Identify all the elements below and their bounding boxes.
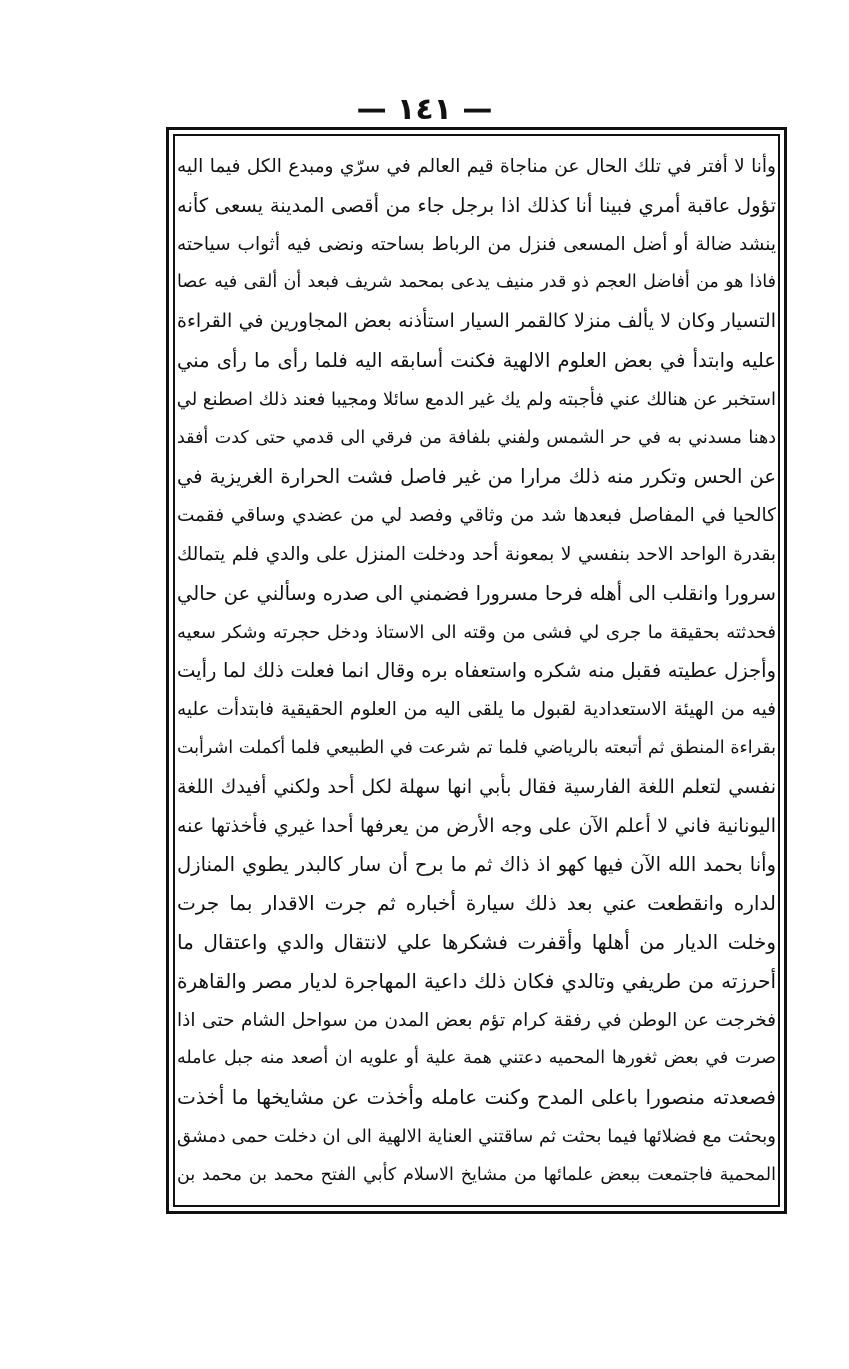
text-line: فحدثته بحقيقة ما جرى لي فشى من وقته الى الاستاذ ودخل حجرته وشكر سعيه [177, 621, 776, 643]
text-line: ينشد ضالة أو أضل المسعى فنزل من الرباط بساحته ونضى فيه أثواب سياحته [177, 233, 776, 255]
text-line: كالحيا في المفاصل فبعدها شد من وثاقي وفصد لي من عضدي وساقي فقمت [177, 505, 776, 527]
text-line: وأنا لا أفتر في تلك الحال عن مناجاة قيم العالم في سرّي ومبدع الكل فيما اليه [177, 156, 776, 177]
text-line: دهنا مسدني به في حر الشمس ولفني بلفافة من فرقي الى قدمي حتى كدت أفقد [177, 427, 776, 448]
text-line: المحمية فاجتمعت ببعض علمائها من مشايخ الاسلام كأبي الفتح محمد بن محمد بن [177, 1164, 776, 1185]
text-line: عن الحس وتكرر منه ذلك مرارا من غير فاصل فشت الحرارة الغريزية في [177, 465, 776, 489]
text-line: لداره وانقطعت عني بعد ذلك سيارة أخباره ثم جرت الاقدار بما جرت [177, 891, 776, 916]
text-line: أحرزته من طريفي وتالدي فكان ذلك داعية المهاجرة لديار مصر والقاهرة [177, 968, 776, 993]
text-line: عليه وابتدأ في بعض العلوم الالهية فكنت أسابقه اليه فلما رأى ما رأى مني [177, 349, 776, 372]
text-line: وخلت الديار من أهلها وأقفرت فشكرها علي لانتقال والدي واعتقال ما [177, 930, 776, 954]
text-line: فيه من الهيئة الاستعدادية لقبول ما يلقى اليه من العلوم الحقيقية فابتدأت عليه [177, 699, 776, 721]
text-line: فاذا هو من أفاضل العجم ذو قدر منيف يدعى بمحمد شريف فبعد أن ألقى فيه عصا [177, 272, 776, 293]
page-number: — ١٤١ — [356, 92, 493, 127]
text-line: وأجزل عطيته فقبل منه شكره واستعفاه بره وقال انما فعلت ذلك لما رأيت [177, 659, 776, 683]
text-line: التسيار وكان لا يألف منزلا كالقمر السيار استأذنه بعض المجاورين في القراءة [177, 310, 776, 333]
text-line: تؤول عاقبة أمري فبينا أنا كذلك اذا برجل جاء من أقصى المدينة يسعى كأنه [177, 193, 776, 217]
text-line: وبحثت مع فضلائها فيما بحثت ثم ساقتني العناية الالهية الى ان دخلت حمى دمشق [177, 1126, 776, 1147]
text-body [177, 148, 776, 1203]
text-line: صرت في بعض ثغورها المحميه دعتني همة علية أو علويه ان أصعد منه جبل عامله [177, 1048, 776, 1069]
text-line: اليونانية فاني لا أعلم الآن على وجه الأرض من يعرفها أحدا غيري فأخذتها عنه [177, 814, 776, 837]
text-line: فخرجت عن الوطن في رفقة كرام تؤم بعض المدن من سواحل الشام حتى اذا [177, 1009, 776, 1031]
text-line: بقراءة المنطق ثم أتبعته بالرياضي فلما تم شرعت في الطبيعي فلما أكملت اشرأبت [177, 738, 776, 758]
text-line: سرورا وانقلب الى أهله فرحا مسرورا فضمني الى صدره وسألني عن حالي [177, 581, 776, 605]
text-line: بقدرة الواحد الاحد بنفسي لا بمعونة أحد ودخلت المنزل على والدي فلم يتمالك [177, 544, 776, 565]
text-line: وأنا بحمد الله الآن فيها كهو اذ ذاك ثم ما برح أن سار كالبدر يطوي المنازل [177, 853, 776, 877]
text-line: فصعدته منصورا باعلى المدح وكنت عامله وأخذت عن مشايخها ما أخذت [177, 1085, 776, 1110]
text-line: استخبر عن هنالك عني فأجبته ولم يك غير الدمع سائلا ومجيبا فعند ذلك اصطنع لي [177, 388, 776, 410]
text-line: نفسي لتعلم اللغة الفارسية فقال بأبي انها سهلة لكل أحد ولكني أفيدك اللغة [177, 775, 776, 798]
